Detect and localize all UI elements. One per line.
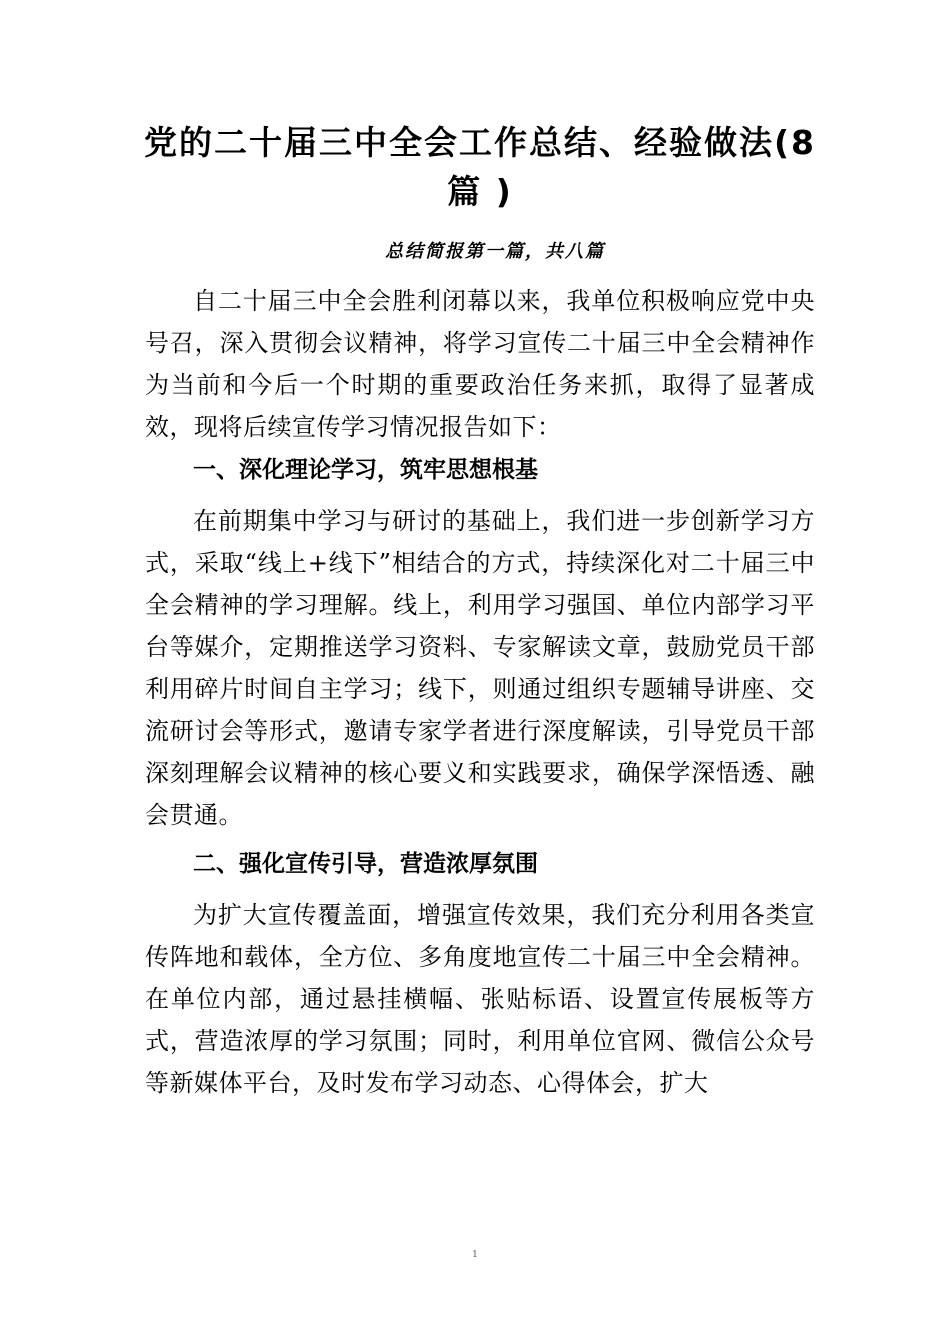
page-number: 1	[472, 1250, 478, 1260]
document-subtitle: 总结简报第一篇，共八篇	[385, 241, 605, 262]
document-title: 党的二十届三中全会工作总结、经验做法(8篇 )	[143, 123, 817, 211]
section-heading-2: 二、强化宣传引导，营造浓厚氛围	[193, 851, 538, 877]
intro-paragraph: 自二十届三中全会胜利闭幕以来，我单位积极响应党中央号召，深入贯彻会议精神，将学习宣传二十届三中全会精神作为当前和今后一个时期的重要政治任务来抓，取得了显著成效，现将后续宣传学习情况报告如下：	[145, 287, 815, 441]
section-body-2: 为扩大宣传覆盖面，增强宣传效果，我们充分利用各类宣传阵地和载体，全方位、多角度地宣传二十届三中全会精神。在单位内部，通过悬挂横幅、张贴标语、设置宣传展板等方式，营造浓厚的学习氛围；同时，利用单位官网、微信公众号等新媒体平台，及时发布学习动态、心得体会，扩大	[145, 901, 815, 1097]
section-body-1: 在前期集中学习与研讨的基础上，我们进一步创新学习方式，采取“线上+线下”相结合的方式，持续深化对二十届三中全会精神的学习理解。线上，利用学习强国、单位内部学习平台等媒介，定期推送学习资料、专家解读文章，鼓励党员干部利用碎片时间自主学习；线下，则通过组织专题辅导讲座、交流研讨会等形式，邀请专家学者进行深度解读，引导党员干部深刻理解会议精神的核心要义和实践要求，确保学深悟透、融会贯通。	[145, 507, 815, 829]
section-heading-1: 一、深化理论学习，筑牢思想根基	[193, 457, 538, 483]
